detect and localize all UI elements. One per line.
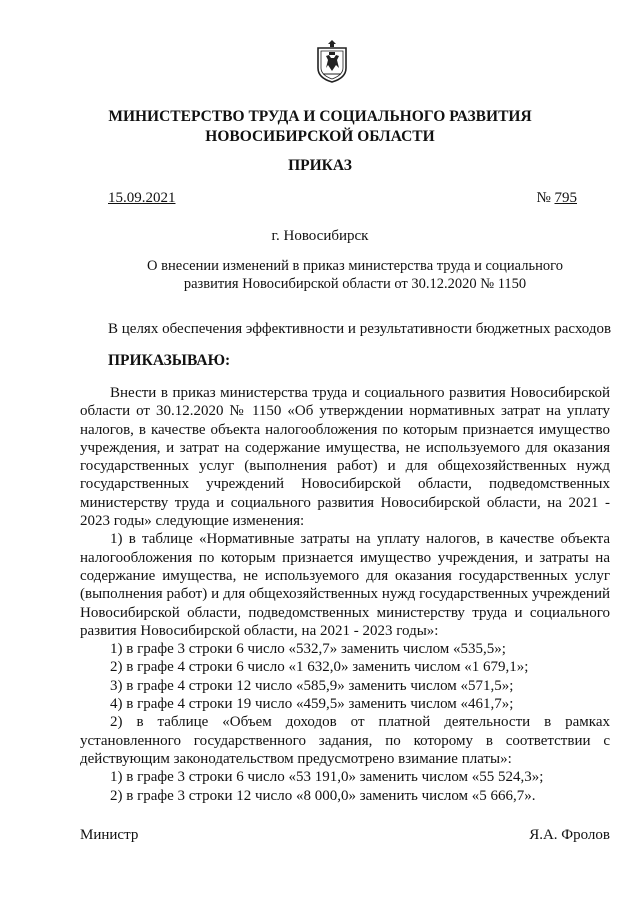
subject-line-1: О внесении изменений в приказ министерства труда и социального (147, 258, 563, 274)
ministry-name (0, 107, 640, 147)
coat-of-arms-icon (314, 38, 350, 84)
signatory-position: Министр (80, 827, 139, 843)
document-body (80, 384, 610, 805)
paragraph-intro: Внести в приказ министерства труда и социального развития Новосибирской области от 30.12.2020 № 1150 «Об утверждении нормативных затрат на уплату налогов, в качестве объекта налогообложения по которым признается имущество учреждения, и затрат на содержание имущества, не используемого для оказания государственных услуг (выполнения работ) и для общехозяйственных нужд государственных учреждений Новосибирской области, подведомственных министерству труда и социального развития Новосибирской области, на 2021 - 2023 годы» следующие изменения: (80, 385, 610, 530)
paragraph-subitem: 4) в графе 4 строки 19 число «459,5» заменить числом «461,7»; (110, 696, 514, 713)
ministry-line-2: НОВОСИБИРСКОЙ ОБЛАСТИ (205, 128, 435, 145)
paragraph-subitem: 1) в графе 3 строки 6 число «532,7» заменить числом «535,5»; (110, 641, 506, 658)
document-subject (140, 257, 570, 293)
number-value: 795 (554, 190, 577, 206)
paragraph-subitem: 3) в графе 4 строки 12 число «585,9» заменить числом «571,5»; (110, 677, 514, 694)
signatory-name: Я.А. Фролов (529, 827, 610, 843)
paragraph-item-1: 1) в таблице «Нормативные затраты на уплату налогов, в качестве объекта налогообложения по которым признается имущество учреждения, и затраты на содержание имущества, не используемого для оказания государственных услуг (выполнения работ) и для общехозяйственных нужд государственных учреждений Новосибирской области, подведомственных министерству труда и социального развития Новосибирской области, на 2021 - 2023 годы»: (80, 531, 610, 639)
document-number (536, 190, 577, 207)
order-word: ПРИКАЗЫВАЮ: (108, 352, 231, 369)
paragraph-subitem: 2) в графе 3 строки 12 число «8 000,0» заменить числом «5 666,7». (110, 787, 536, 804)
paragraph-subitem: 1) в графе 3 строки 6 число «53 191,0» заменить числом «55 524,3»; (110, 769, 544, 786)
number-prefix: № (536, 190, 555, 206)
document-type-title: ПРИКАЗ (288, 157, 352, 174)
paragraph-item-2: 2) в таблице «Объем доходов от платной деятельности в рамках установленного государственного задания, по которому в соответствии с действующим законодательством предусмотрено взимание платы»: (80, 714, 610, 767)
document-date: 15.09.2021 (108, 190, 176, 206)
purpose-statement: В целях обеспечения эффективности и результативности бюджетных расходов (108, 321, 612, 337)
city: г. Новосибирск (271, 228, 369, 244)
paragraph-subitem: 2) в графе 4 строки 6 число «1 632,0» заменить числом «1 679,1»; (110, 659, 529, 676)
ministry-line-1: МИНИСТЕРСТВО ТРУДА И СОЦИАЛЬНОГО РАЗВИТИЯ (108, 108, 532, 125)
subject-line-2: развития Новосибирской области от 30.12.2020 № 1150 (183, 276, 527, 292)
